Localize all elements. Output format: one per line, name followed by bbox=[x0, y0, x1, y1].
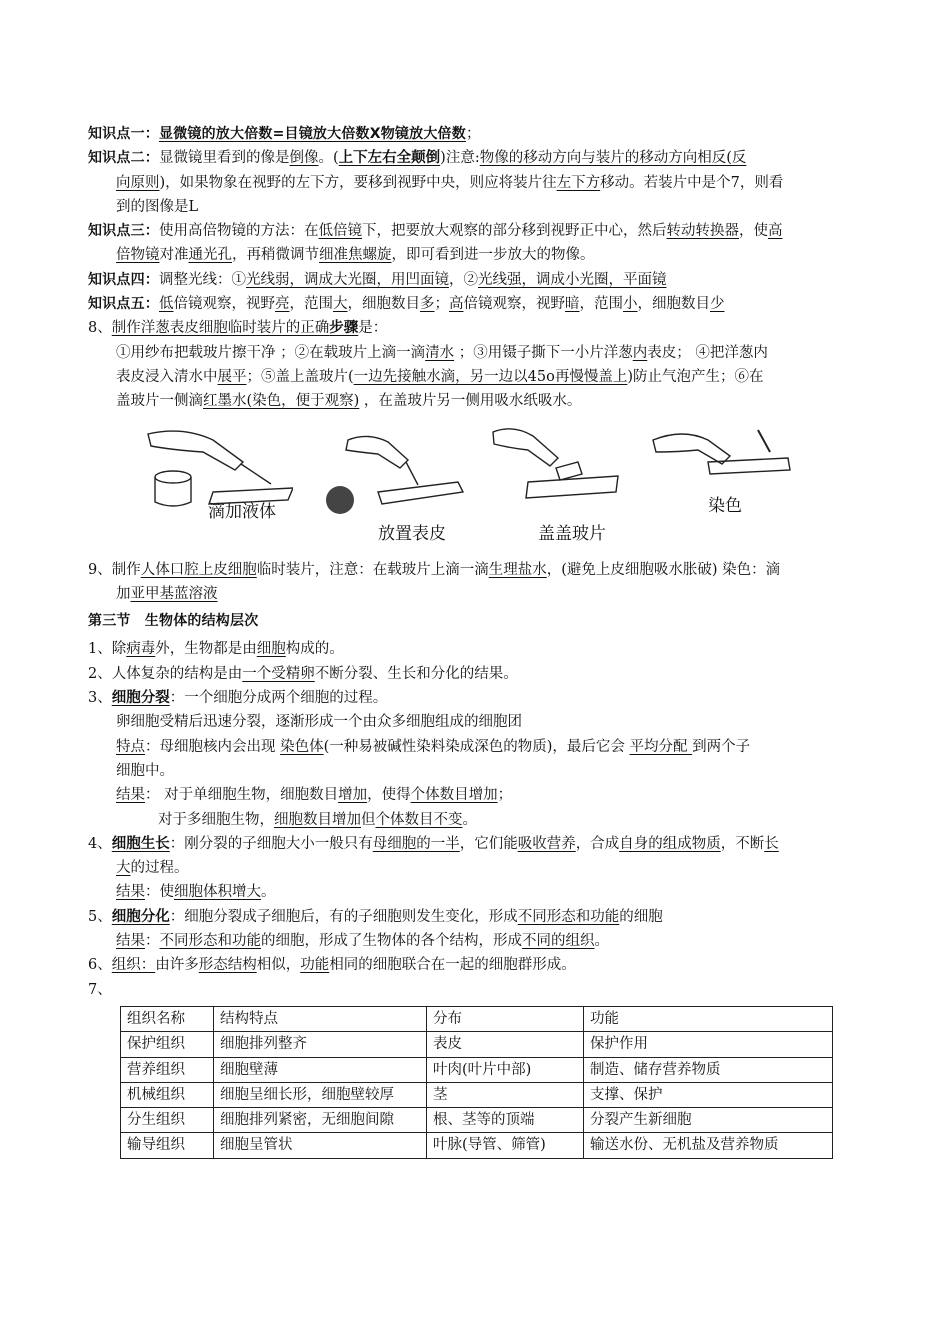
section-item-4 bbox=[88, 832, 868, 856]
text: ，再稍微调节 bbox=[232, 247, 319, 264]
drip-liquid-illustration bbox=[143, 422, 293, 512]
text-underlined: 暗 bbox=[565, 296, 580, 313]
place-epidermis-illustration bbox=[318, 430, 468, 520]
table-cell: 茎 bbox=[427, 1082, 584, 1107]
text: 表皮； ④把洋葱内 bbox=[647, 344, 768, 361]
knowledge-point-2-cont2 bbox=[88, 195, 868, 219]
text-underlined: 低 bbox=[159, 296, 174, 313]
kp-label: 知识点二： bbox=[88, 150, 159, 167]
text-underlined: 左下方 bbox=[556, 174, 601, 191]
section-item-4-result bbox=[88, 880, 868, 904]
section-item-7: 7、 bbox=[88, 981, 112, 998]
text: ，范围 bbox=[579, 296, 623, 313]
text: ，范围 bbox=[289, 296, 333, 313]
caption-stain: 染色 bbox=[708, 495, 742, 516]
text-underlined: 不同形态和功能 bbox=[159, 933, 261, 950]
caption-drip-liquid: 滴加液体 bbox=[208, 501, 276, 522]
text-underlined: 内 bbox=[632, 344, 648, 361]
text-underlined: 长 bbox=[764, 835, 779, 852]
table-header-cell: 功能 bbox=[584, 1006, 833, 1031]
text-underlined: 小 bbox=[623, 296, 638, 313]
text: 不断分裂、生长和分化的结果。 bbox=[314, 665, 518, 682]
text: 2、人体复杂的结构是由 bbox=[88, 665, 243, 682]
text-underlined: 通光孔 bbox=[188, 247, 232, 264]
text: 的细胞 bbox=[619, 908, 663, 925]
text: ： bbox=[145, 933, 160, 950]
table-cell: 营养组织 bbox=[121, 1057, 214, 1082]
text: 1、除 bbox=[88, 641, 127, 658]
text: 表皮浸入清水中 bbox=[116, 368, 218, 385]
text-underlined: 亚甲基蓝溶液 bbox=[130, 585, 218, 602]
text-underlined: 光线弱，调成大光圈，用凹面镜 bbox=[246, 271, 449, 288]
text: 显微镜里看到的像是 bbox=[159, 150, 290, 167]
text-underlined: 功能 bbox=[300, 957, 330, 974]
section-item-3-line6 bbox=[88, 808, 868, 832]
item-8 bbox=[88, 316, 868, 340]
text-underlined: 母细胞的一半 bbox=[372, 835, 460, 852]
text-underlined: 不同形态和功能 bbox=[517, 908, 620, 925]
text: ，在盖玻片另一侧用吸水纸吸水。 bbox=[359, 393, 582, 410]
text-underlined: 病毒 bbox=[126, 641, 156, 658]
text: 相似， bbox=[256, 957, 301, 974]
text: ；⑤盖上盖玻片( bbox=[246, 368, 354, 385]
table-cell: 支撑、保护 bbox=[584, 1082, 833, 1107]
table-row bbox=[121, 1108, 833, 1133]
text-underlined: 结果 bbox=[116, 933, 145, 950]
section-item-2 bbox=[88, 662, 868, 686]
text: ，合成 bbox=[575, 835, 620, 852]
text-underlined: 细胞分化 bbox=[111, 907, 170, 925]
text-underlined: 个体数目不变 bbox=[375, 811, 463, 828]
text-underlined: 低倍镜 bbox=[318, 223, 362, 240]
knowledge-point-5 bbox=[88, 292, 868, 316]
text-underlined: 展平 bbox=[217, 368, 247, 385]
section-item-3-line2: 卵细胞受精后迅速分裂，逐渐形成一个由众多细胞组成的细胞团 bbox=[116, 714, 522, 731]
knowledge-point-3 bbox=[88, 219, 868, 243]
text: ：细胞分裂成子细胞后，有的子细胞则发生变化，形成 bbox=[169, 908, 518, 925]
text: ，它们能 bbox=[459, 835, 518, 852]
section-item-3-line4: 细胞中。 bbox=[116, 762, 174, 779]
text: 对准 bbox=[159, 247, 189, 264]
text-underlined: 光线强，调成小光圈，平面镜 bbox=[478, 271, 667, 288]
text-underlined: 倒像 bbox=[289, 150, 319, 167]
item-9 bbox=[88, 558, 868, 582]
knowledge-point-2 bbox=[88, 146, 868, 170]
table-row bbox=[121, 1057, 833, 1082]
tissue-table bbox=[120, 1006, 833, 1159]
cover-slip-illustration bbox=[488, 422, 638, 517]
knowledge-point-3-cont bbox=[88, 243, 868, 267]
text: 。( bbox=[318, 150, 339, 167]
text: 构成的。 bbox=[285, 641, 344, 658]
text-underlined: 高 bbox=[768, 223, 783, 240]
text: 9、制作 bbox=[88, 561, 141, 578]
knowledge-point-4 bbox=[88, 268, 868, 292]
text-underlined: 细胞 bbox=[256, 641, 286, 658]
text: 。 bbox=[594, 933, 609, 950]
text: 倍镜观察，视野 bbox=[173, 296, 275, 313]
text-underlined: 红墨水(染色，便于观察) bbox=[203, 393, 360, 410]
section-item-6 bbox=[88, 953, 868, 977]
text: 4、 bbox=[88, 835, 112, 852]
text: ，即可看到进一步放大的物像。 bbox=[391, 247, 595, 264]
text: 5、 bbox=[88, 908, 112, 925]
kp-label: 知识点四： bbox=[88, 271, 159, 288]
text: 盖玻片一侧滴 bbox=[116, 393, 203, 410]
text-underlined: 大 bbox=[116, 860, 131, 877]
text-underlined: 不同的组织 bbox=[522, 933, 595, 950]
table-cell: 输送水份、无机盐及营养物质 bbox=[584, 1133, 833, 1158]
text: 的细胞，形成了生物体的各个结构，形成 bbox=[261, 933, 522, 950]
text: 。 bbox=[462, 811, 477, 828]
text: ： 对于单细胞生物，细胞数目 bbox=[145, 787, 339, 804]
table-cell: 叶脉(导管、筛管) bbox=[427, 1133, 584, 1158]
item-8-line3 bbox=[88, 389, 868, 413]
document-page bbox=[88, 122, 868, 1159]
text-underlined: 染色体 bbox=[280, 738, 324, 755]
text: (一种易被碱性染料染成深色的物质)，最后它会 bbox=[323, 738, 630, 755]
text: 相同的细胞联合在一起的细胞群形成。 bbox=[329, 957, 576, 974]
text-underlined: 细胞数目增加 bbox=[274, 811, 361, 828]
table-cell: 分生组织 bbox=[121, 1108, 214, 1133]
kp-label: 知识点五： bbox=[88, 296, 159, 313]
section-item-3 bbox=[88, 686, 868, 710]
text: ：母细胞核内会出现 bbox=[145, 738, 281, 755]
text: )注意: bbox=[440, 150, 480, 167]
text: ，② bbox=[449, 271, 478, 288]
knowledge-point-2-cont bbox=[88, 171, 868, 195]
section-item-5-result bbox=[88, 929, 868, 953]
section-item-3-line5 bbox=[88, 783, 868, 807]
section-item-3-line3 bbox=[88, 735, 868, 759]
text: 6、 bbox=[88, 957, 112, 974]
text: ，(避免上皮细胞吸水胀破) 染色：滴 bbox=[546, 561, 781, 578]
table-header-cell: 分布 bbox=[427, 1006, 584, 1031]
text-underlined: 步骤 bbox=[329, 319, 359, 337]
text: 到两个子 bbox=[692, 738, 751, 755]
table-row bbox=[121, 1133, 833, 1158]
table-cell: 细胞排列紧密，无细胞间隙 bbox=[214, 1108, 427, 1133]
text: 下，把要放大观察的部分移到视野正中心，然后 bbox=[362, 223, 667, 240]
kp-label: 知识点一： bbox=[88, 126, 159, 142]
text-underlined: 转动转换器 bbox=[666, 223, 739, 240]
item-9-cont bbox=[88, 582, 868, 606]
section-item-5 bbox=[88, 905, 868, 929]
text-underlined: 大 bbox=[333, 296, 348, 313]
item-number: 8、 bbox=[88, 320, 112, 337]
item-8-line2 bbox=[88, 365, 868, 389]
text: ①用纱布把载玻片擦干净 ；②在载玻片上滴一滴 bbox=[116, 344, 426, 361]
table-cell: 输导组织 bbox=[121, 1133, 214, 1158]
text-underlined: 物像的移动方向与装片的移动方向相反(反 bbox=[479, 150, 747, 167]
text-underlined: 结果 bbox=[116, 884, 145, 901]
text-underlined: 制作洋葱表皮细胞临时装片的正确 bbox=[111, 320, 330, 337]
table-cell: 细胞壁薄 bbox=[214, 1057, 427, 1082]
text-underlined: 细胞生长 bbox=[111, 834, 170, 852]
text-underlined: 高 bbox=[449, 296, 464, 313]
text-underlined: 亮 bbox=[275, 296, 290, 313]
text: ，细胞数目 bbox=[347, 296, 420, 313]
text: 。 bbox=[261, 884, 276, 901]
text: ，使 bbox=[739, 223, 768, 240]
text: ；③用镊子撕下一小片洋葱 bbox=[454, 344, 633, 361]
table-cell: 细胞排列整齐 bbox=[214, 1032, 427, 1057]
section-item-1 bbox=[88, 637, 868, 661]
text: 对于多细胞生物， bbox=[158, 811, 274, 828]
text-underlined: 吸收营养 bbox=[517, 835, 576, 852]
caption-place-epidermis: 放置表皮 bbox=[378, 523, 446, 544]
kp1-text: 显微镜的放大倍数=目镜放大倍数X物镜放大倍数 bbox=[159, 126, 466, 142]
table-cell: 表皮 bbox=[427, 1032, 584, 1057]
text-underlined: 多 bbox=[420, 296, 435, 313]
text-underlined: 增加 bbox=[338, 787, 368, 804]
text: ，使得 bbox=[367, 787, 411, 804]
table-cell: 细胞呈细长形，细胞壁较厚 bbox=[214, 1082, 427, 1107]
table-cell: 叶肉(叶片中部) bbox=[427, 1057, 584, 1082]
text: ：刚分裂的子细胞大小一般只有 bbox=[169, 835, 373, 852]
table-cell: 制造、储存营养物质 bbox=[584, 1057, 833, 1082]
text: )防止气泡产生；⑥在 bbox=[627, 368, 764, 385]
text-underlined: 细胞体积增大 bbox=[174, 884, 261, 901]
table-cell: 保护组织 bbox=[121, 1032, 214, 1057]
text: 外，生物都是由 bbox=[155, 641, 257, 658]
text: 由许多 bbox=[155, 957, 199, 974]
text: 加 bbox=[116, 585, 131, 602]
text-underlined: 特点 bbox=[116, 738, 145, 755]
item-8-line1 bbox=[88, 341, 868, 365]
text: ； bbox=[497, 787, 513, 804]
text-underlined: 清水 bbox=[425, 344, 455, 361]
punct: ； bbox=[465, 126, 481, 142]
text: 倍镜观察，视野 bbox=[463, 296, 565, 313]
table-cell: 细胞呈管状 bbox=[214, 1133, 427, 1158]
text: ：使 bbox=[145, 884, 174, 901]
text: )，如果物象在视野的左下方，要移到视野中央，则应将装片往 bbox=[159, 174, 557, 191]
text-underlined: 细胞分裂 bbox=[111, 689, 170, 707]
text-underlined: 形态结构 bbox=[198, 957, 257, 974]
knowledge-point-1 bbox=[88, 122, 868, 146]
text-underlined: 自身的组成物质 bbox=[619, 835, 721, 852]
text-underlined: 向原则 bbox=[116, 174, 160, 191]
caption-cover-slip: 盖盖玻片 bbox=[538, 523, 606, 544]
text: ，不断 bbox=[720, 835, 765, 852]
procedure-illustration bbox=[88, 422, 868, 552]
table-cell: 机械组织 bbox=[121, 1082, 214, 1107]
text-underlined: 平均分配 bbox=[629, 738, 693, 755]
text-underlined: 生理盐水 bbox=[488, 561, 547, 578]
text-underlined: 组织： bbox=[111, 957, 156, 974]
text-underlined: 细准焦螺旋 bbox=[319, 247, 392, 264]
text-underlined: 倍物镜 bbox=[116, 247, 160, 264]
text: 临时装片，注意：在载玻片上滴一滴 bbox=[256, 561, 489, 578]
text: 调整光线：① bbox=[159, 271, 246, 288]
text: ：一个细胞分成两个细胞的过程。 bbox=[169, 690, 388, 707]
table-header-cell: 组织名称 bbox=[121, 1006, 214, 1031]
section-item-4-cont bbox=[88, 856, 868, 880]
kp-label: 知识点三： bbox=[88, 223, 159, 240]
text: 移动。若装片中是个7，则看 bbox=[600, 174, 784, 191]
section-title: 第三节 生物体的结构层次 bbox=[88, 613, 259, 630]
text-underlined: 少 bbox=[710, 296, 725, 313]
table-header-cell: 结构特点 bbox=[214, 1006, 427, 1031]
text: 是： bbox=[358, 320, 388, 337]
table-header-row bbox=[121, 1006, 833, 1031]
table-cell: 保护作用 bbox=[584, 1032, 833, 1057]
table-row bbox=[121, 1032, 833, 1057]
text-underlined: 人体口腔上皮细胞 bbox=[140, 561, 257, 578]
text: ，细胞数目 bbox=[637, 296, 710, 313]
text-underlined: 上下左右全颠倒 bbox=[338, 149, 441, 167]
text-underlined: 个体数目增加 bbox=[410, 787, 498, 804]
text-underlined: 一个受精卵 bbox=[242, 665, 315, 682]
text-underlined: 一边先接触水滴，另一边以45o再慢慢盖上 bbox=[353, 368, 628, 385]
text: 到的图像是L bbox=[116, 198, 199, 215]
text: ； bbox=[434, 296, 449, 313]
stain-illustration bbox=[648, 422, 808, 502]
text: 3、 bbox=[88, 690, 112, 707]
text: 的过程。 bbox=[130, 860, 189, 877]
table-row bbox=[121, 1082, 833, 1107]
text-underlined: 结果 bbox=[116, 787, 145, 804]
text: 使用高倍物镜的方法：在 bbox=[159, 223, 319, 240]
table-cell: 分裂产生新细胞 bbox=[584, 1108, 833, 1133]
table-cell: 根、茎等的顶端 bbox=[427, 1108, 584, 1133]
text: 但 bbox=[361, 811, 376, 828]
